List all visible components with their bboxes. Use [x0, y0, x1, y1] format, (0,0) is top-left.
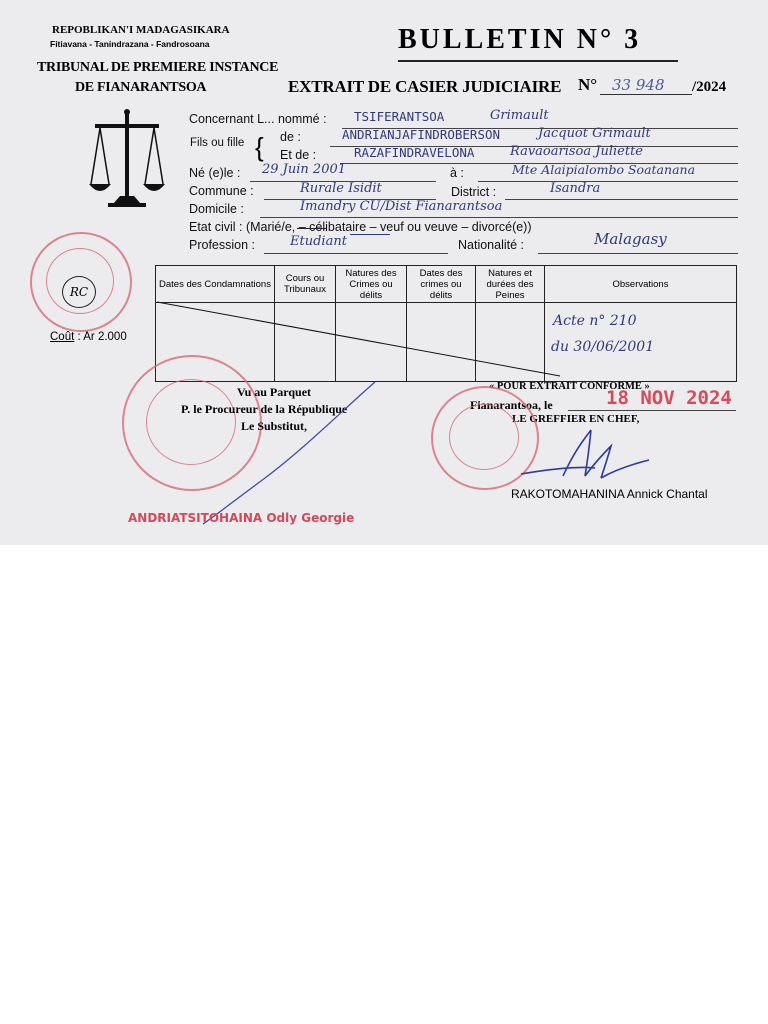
etde-label: Et de : — [280, 148, 317, 162]
commune-field: Rurale Isidit — [300, 181, 382, 196]
profession-label: Profession : — [189, 238, 256, 252]
fee-value: : Ar 2.000 — [77, 331, 127, 343]
district-line — [505, 199, 738, 200]
tribunal-line-1: TRIBUNAL DE PREMIERE INSTANCE — [37, 60, 279, 75]
at-label: à : — [450, 166, 464, 180]
brace: { — [255, 132, 264, 162]
column-header: Dates des crimes ou délits — [407, 266, 476, 303]
profession-field: Etudiant — [290, 234, 347, 249]
number-label: N° — [578, 75, 598, 94]
registrar-title: LE GREFFIER EN CHEF, — [512, 413, 640, 425]
rc-mark: RC — [62, 276, 96, 308]
firstname-field: Grimault — [490, 108, 549, 123]
registrar-name: RAKOTOMAHANINA Annick Chantal — [511, 487, 708, 501]
prosecutor-title: P. le Procureur de la République — [181, 402, 348, 416]
de-label: de : — [280, 130, 301, 144]
reference-number: 33 948 — [612, 76, 665, 94]
tribunal-line-2: DE FIANARANTSOA — [75, 80, 207, 95]
registrar-signature — [515, 420, 655, 490]
concernant-label: Concernant L... nommé : — [189, 112, 327, 126]
extrait-title: EXTRAIT DE CASIER JUDICIAIRE — [288, 77, 562, 96]
column-header: Natures des Crimes ou délits — [336, 266, 407, 303]
mother-firstname-field: Ravaoarisoa Juliette — [510, 144, 643, 159]
motto: Fitiavana - Tanindrazana - Fandrosoana — [50, 39, 210, 49]
birthdate-field: 29 Juin 2001 — [262, 162, 347, 177]
column-header: Natures et durées des Peines — [476, 266, 545, 303]
district-field: Isandra — [550, 181, 601, 196]
observations-cell — [545, 303, 737, 382]
name-field: TSIFERANTSOA — [354, 109, 445, 124]
bulletin-underline — [398, 60, 678, 62]
column-header: Observations — [545, 266, 737, 303]
nationality-field: Malagasy — [594, 230, 667, 248]
fils-label: Fils ou fille — [190, 137, 245, 149]
domicile-label: Domicile : — [189, 202, 244, 216]
republic-name: REPOBLIKAN'I MADAGASIKARA — [52, 24, 230, 36]
observation-line-2: du 30/06/2001 — [551, 339, 655, 355]
nationality-label: Nationalité : — [458, 238, 525, 252]
table-header-row — [156, 266, 737, 303]
civil-status-label: Etat civil : (Marié/e, – célibataire – veuf ou veuve – divorcé(e)) — [189, 220, 532, 234]
fee-label: Coût — [50, 331, 75, 343]
observation-line-1: Acte n° 210 — [553, 313, 637, 329]
substitute-signature — [195, 378, 385, 528]
birthplace-line — [478, 181, 738, 182]
commune-label: Commune : — [189, 184, 254, 198]
civil-status-strike — [297, 228, 327, 229]
column-header: Dates des Condamnations — [156, 266, 275, 303]
nationality-line — [538, 253, 738, 254]
place-date-label: Fianarantsoa, le — [470, 398, 553, 412]
number-underline — [600, 94, 692, 95]
reference-year: /2024 — [692, 79, 727, 95]
date-line — [568, 410, 736, 411]
scales-of-justice-icon — [88, 106, 166, 210]
birthplace-field: Mte Alaipialombo Soatanana — [512, 162, 696, 177]
date-stamp: 18 NOV 2024 — [606, 387, 732, 409]
certified-extract: « POUR EXTRAIT CONFORME » — [489, 381, 650, 392]
bulletin-title: BULLETIN N° 3 — [398, 24, 642, 55]
column-header: Cours ou Tribunaux — [275, 266, 336, 303]
born-label: Né (e)le : — [189, 166, 241, 180]
domicile-field: Imandry CU/Dist Fianarantsoa — [300, 199, 503, 214]
seen-parquet: Vu au Parquet — [237, 385, 312, 399]
fee — [50, 331, 127, 343]
substitute-name: ANDRIATSITOHAINA Odly Georgie — [128, 511, 355, 525]
father-name-field: ANDRIANJAFINDROBERSON — [342, 127, 501, 142]
domicile-line — [260, 217, 738, 218]
substitute-title: Le Substitut, — [241, 419, 308, 433]
profession-line — [264, 253, 448, 254]
civil-status-underline — [350, 234, 390, 235]
district-label: District : — [451, 185, 497, 199]
father-firstname-field: Jacquot Grimault — [538, 126, 651, 141]
mother-name-field: RAZAFINDRAVELONA — [354, 145, 475, 160]
